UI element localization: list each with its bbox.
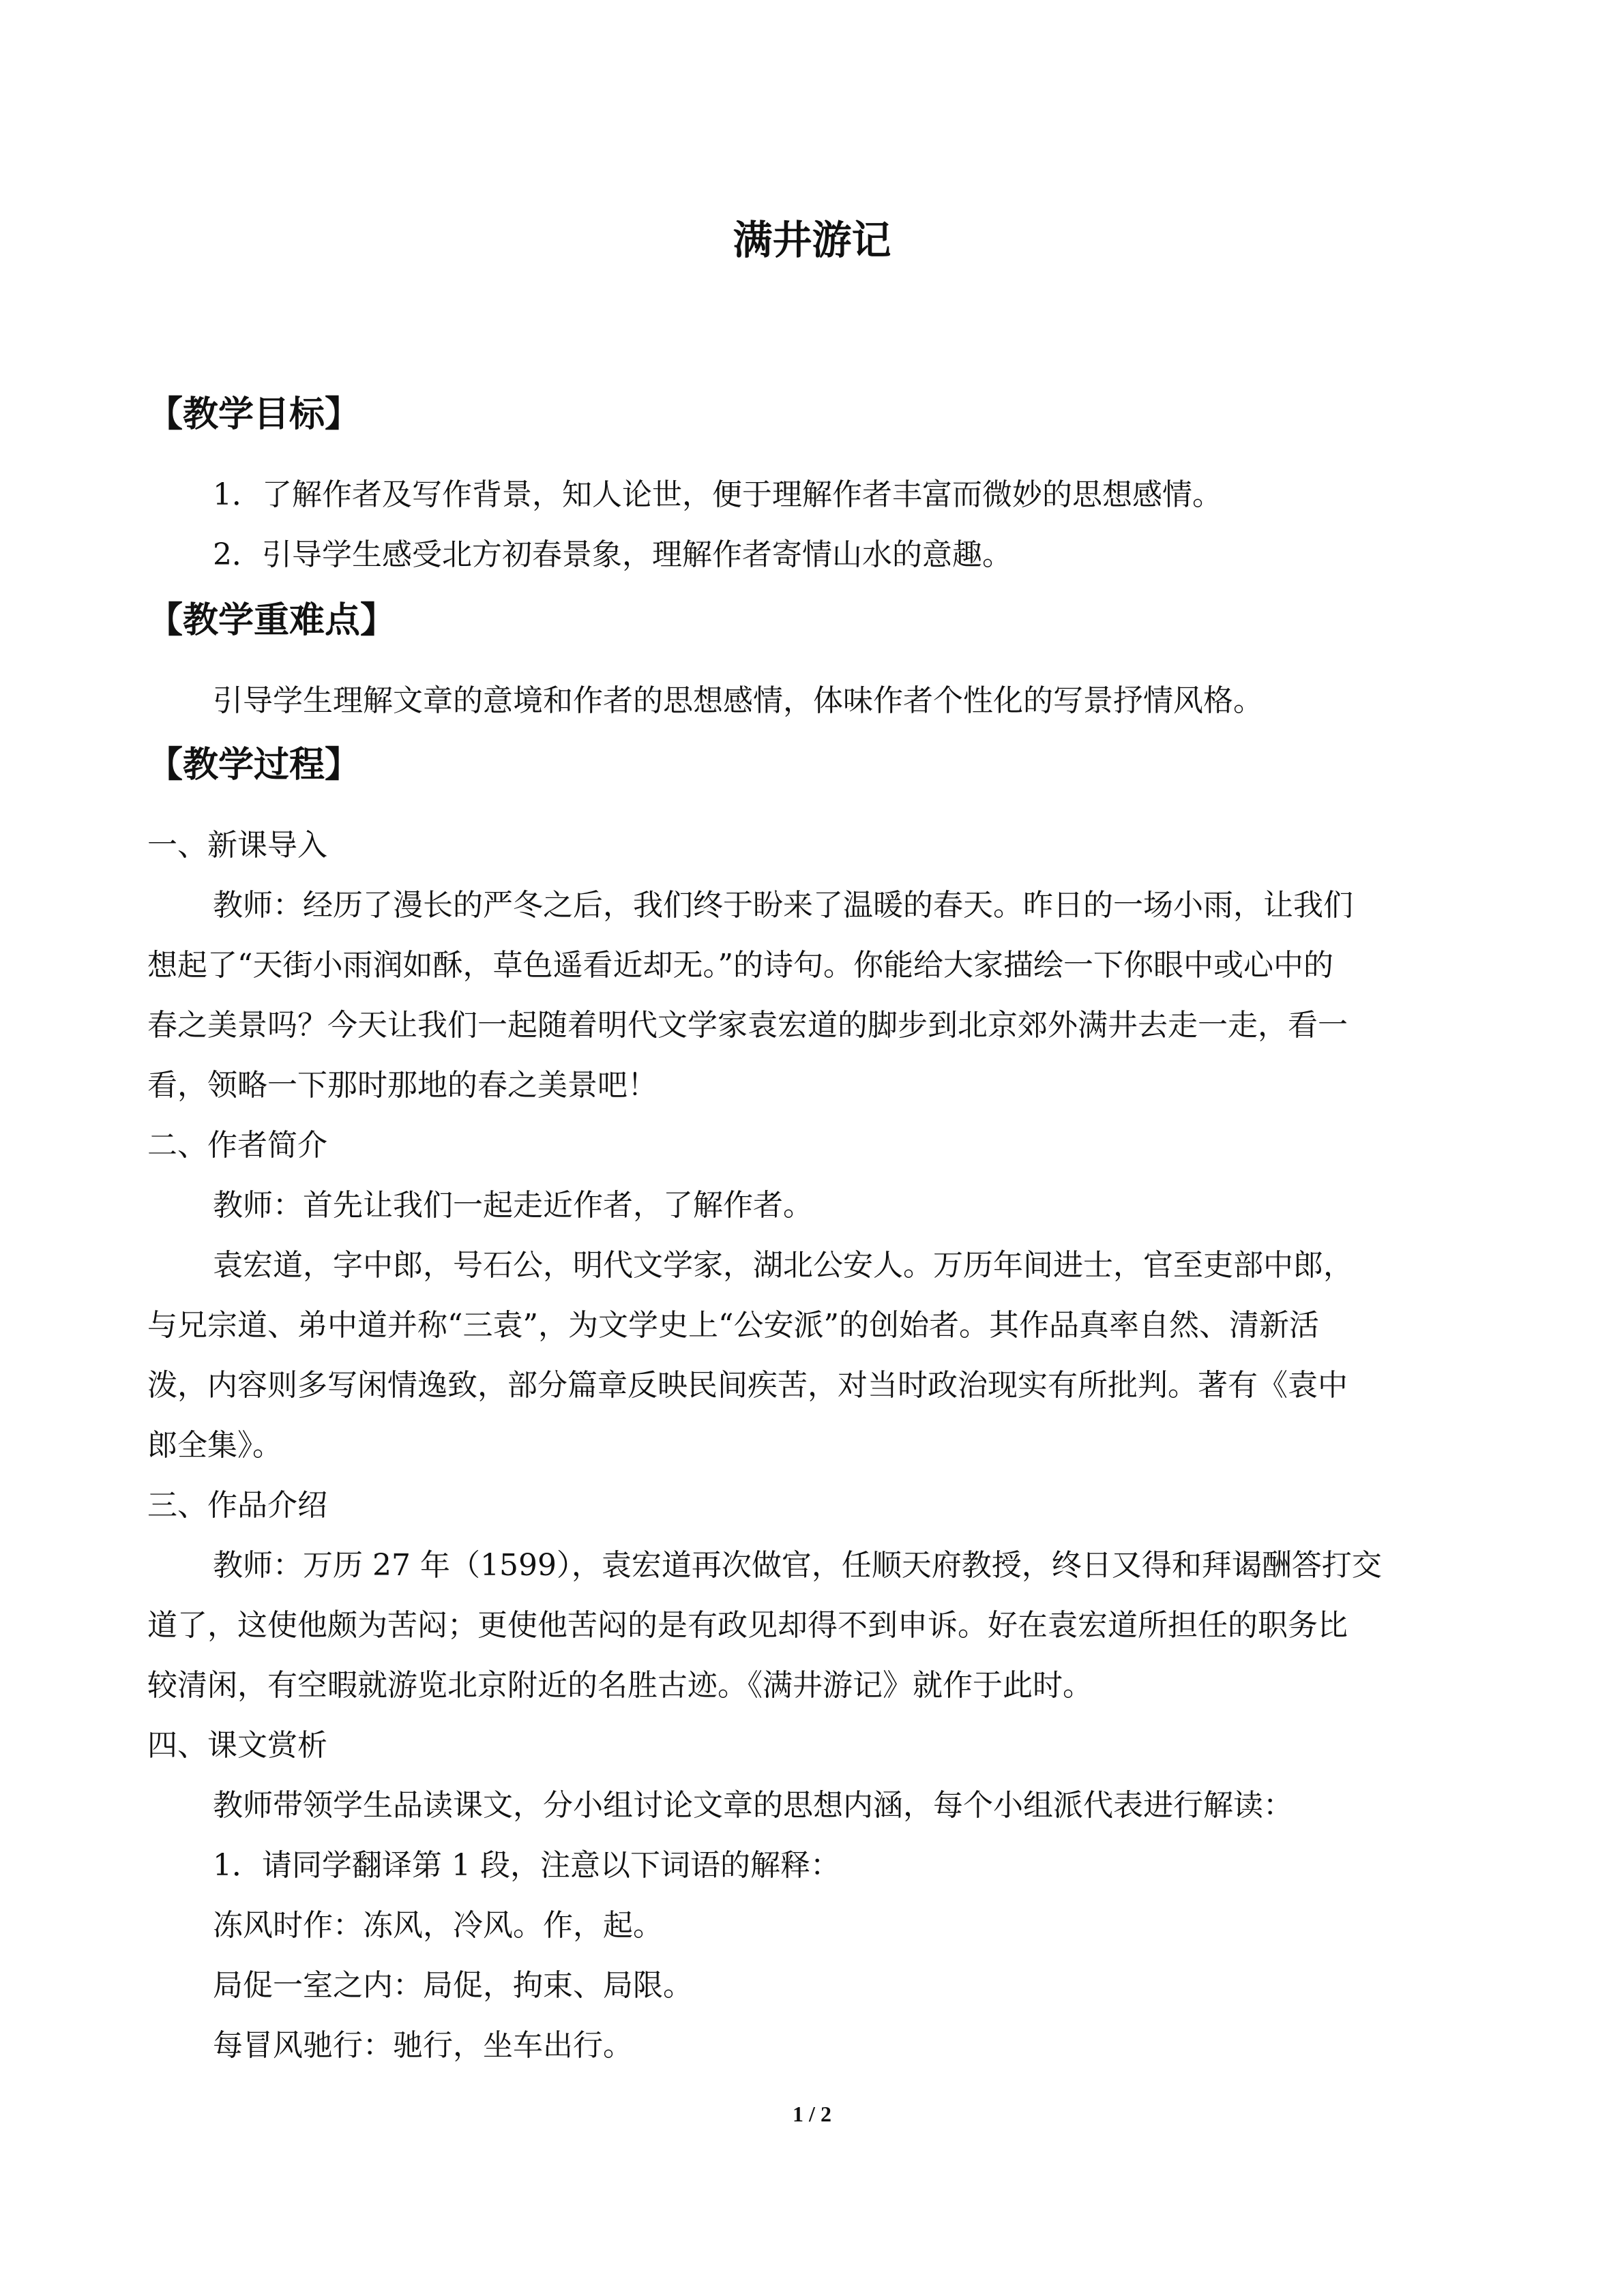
work-intro-line: 较清闲，有空暇就游览北京附近的名胜古迹。《满井游记》就作于此时。: [147, 1668, 1093, 1703]
author-bio-line: 与兄宗道、弟中道并称“三袁”，为文学史上“公安派”的创始者。其作品真率自然、清新活: [147, 1308, 1319, 1343]
analysis-item: 1．请同学翻译第 1 段，注意以下词语的解释：: [213, 1848, 840, 1883]
intro-paragraph-line: 想起了“天街小雨润如酥，草色遥看近却无。”的诗句。你能给大家描绘一下你眼中或心中的: [147, 948, 1333, 983]
author-intro-line: 教师：首先让我们一起走近作者，了解作者。: [213, 1188, 813, 1223]
goal-item-1: 1．了解作者及写作背景，知人论世，便于理解作者丰富而微妙的思想感情。: [213, 477, 1222, 512]
process-heading-author: 二、作者简介: [147, 1128, 327, 1163]
vocab-line: 每冒风驰行：驰行，坐车出行。: [213, 2028, 633, 2063]
process-heading-analysis: 四、课文赏析: [147, 1728, 327, 1763]
intro-paragraph-line: 教师：经历了漫长的严冬之后，我们终于盼来了温暖的春天。昨日的一场小雨，让我们: [213, 888, 1353, 923]
key-points-text: 引导学生理解文章的意境和作者的思想感情，体味作者个性化的写景抒情风格。: [213, 683, 1263, 718]
vocab-line: 局促一室之内：局促，拘束、局限。: [213, 1968, 693, 2003]
page-number: 1 / 2: [793, 2102, 831, 2126]
intro-paragraph-line: 看，领略一下那时那地的春之美景吧！: [147, 1068, 658, 1103]
process-heading-intro: 一、新课导入: [147, 828, 327, 863]
vocab-line: 冻风时作：冻风，冷风。作，起。: [213, 1908, 663, 1943]
work-intro-line: 道了，这使他颇为苦闷；更使他苦闷的是有政见却得不到申诉。好在袁宏道所担任的职务比: [147, 1608, 1348, 1643]
author-bio-line: 泼，内容则多写闲情逸致，部分篇章反映民间疾苦，对当时政治现实有所批判。著有《袁中: [147, 1368, 1348, 1403]
analysis-intro-line: 教师带领学生品读课文，分小组讨论文章的思想内涵，每个小组派代表进行解读：: [213, 1788, 1293, 1823]
author-bio-line: 郎全集》。: [147, 1428, 282, 1463]
section-heading-process: 【教学过程】: [147, 745, 361, 786]
goal-item-2: 2．引导学生感受北方初春景象，理解作者寄情山水的意趣。: [213, 537, 1012, 572]
work-intro-line: 教师：万历 27 年（1599），袁宏道再次做官，任顺天府教授，终日又得和拜谒酬答打交: [213, 1548, 1382, 1583]
author-bio-line: 袁宏道，字中郎，号石公，明代文学家，湖北公安人。万历年间进士，官至吏部中郎，: [213, 1248, 1353, 1283]
section-heading-key-points: 【教学重难点】: [147, 600, 396, 641]
intro-paragraph-line: 春之美景吗？今天让我们一起随着明代文学家袁宏道的脚步到北京郊外满井去走一走，看一: [147, 1008, 1348, 1043]
process-heading-work: 三、作品介绍: [147, 1488, 327, 1523]
section-heading-goals: 【教学目标】: [147, 394, 361, 435]
page-title: 满井游记: [733, 217, 891, 263]
